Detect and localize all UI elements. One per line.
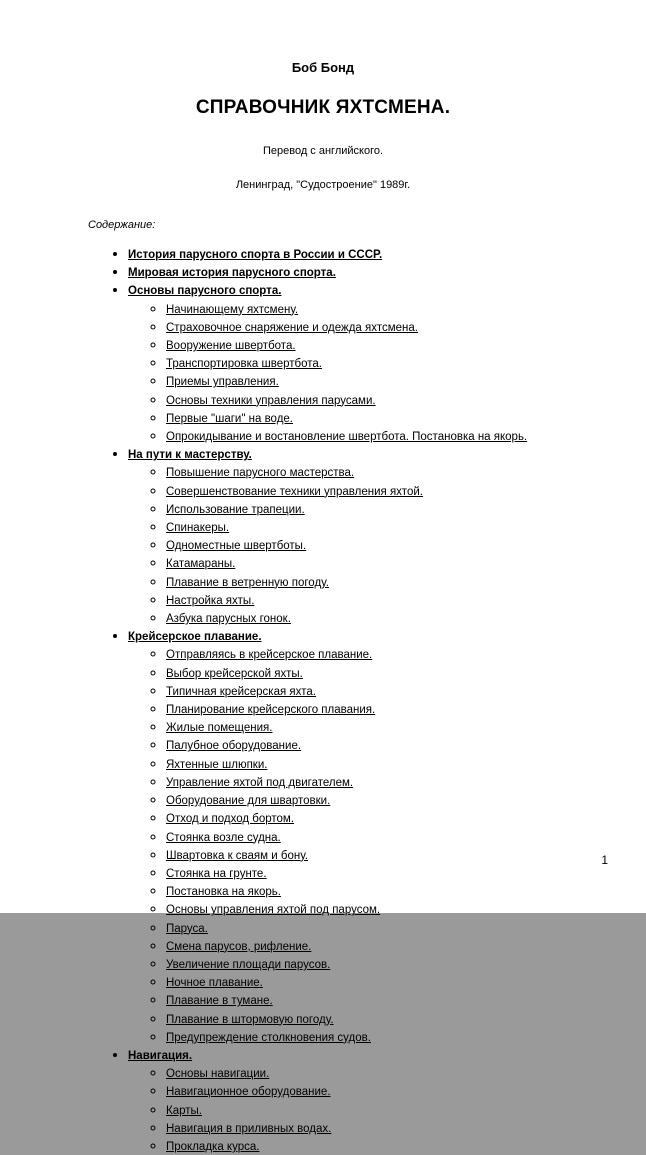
toc-sublink[interactable]: Настройка яхты. [166,594,255,607]
toc-sublink[interactable]: Повышение парусного мастерства. [166,467,355,480]
toc-subitem [166,409,594,427]
toc-subitem [166,664,594,682]
toc-subitem [166,846,594,864]
toc-subitem [166,372,594,390]
toc-sublink[interactable]: Транспортировка швертбота. [166,358,322,371]
toc-sublink[interactable]: Ночное плавание. [166,977,263,990]
toc-sublink[interactable]: Опрокидывание и востановление швертбота. Постановка на якорь. [166,431,528,444]
toc-link[interactable]: История парусного спорта в России и СССР. [128,249,383,261]
toc-sublink[interactable]: Основы техники управления парусами. [166,394,376,407]
toc-subitem [166,645,594,663]
toc-subitem [166,809,594,827]
toc-sublist [128,645,594,1045]
toc-subitem [166,300,594,318]
toc-item [128,627,594,1046]
toc-sublink[interactable]: Типичная крейсерская яхта. [166,685,316,698]
toc-sublink[interactable]: Прокладка курса. [166,1140,260,1153]
toc-subitem [166,463,594,481]
toc-sublist [128,463,594,627]
toc-subitem [166,536,594,554]
toc-subitem [166,682,594,700]
toc-sublink[interactable]: Основы навигации. [166,1068,270,1081]
toc-sublink[interactable]: Карты. [166,1104,202,1117]
toc-sublink[interactable]: Начинающему яхтсмену. [166,303,299,316]
toc-sublink[interactable]: Навигация в приливных водах. [166,1122,332,1135]
toc-subitem [166,318,594,336]
toc-heading: Содержание: [88,219,156,231]
toc-subitem [166,919,594,937]
toc-sublink[interactable]: Яхтенные шлюпки. [166,758,268,771]
toc-sublink[interactable]: Плавание в штормовую погоду. [166,1013,334,1026]
toc-link[interactable]: Мировая история парусного спорта. [128,267,336,280]
toc-sublink[interactable]: Стоянка на грунте. [166,867,267,880]
toc-sublink[interactable]: Спинакеры. [166,522,230,535]
toc-sublist [128,1064,594,1155]
toc-link[interactable]: Крейсерское плавание. [128,631,262,644]
page-number: 1 [601,853,608,867]
author-name: Боб Бонд [291,60,355,75]
toc-subitem [166,609,594,627]
toc-sublink[interactable]: Использование трапеции. [166,503,305,516]
toc-sublink[interactable]: Плавание в ветренную погоду. [166,576,329,589]
toc-sublink[interactable]: Увеличение площади парусов. [166,958,331,971]
toc-subitem [166,1119,594,1137]
toc-subitem [166,864,594,882]
toc-subitem [166,991,594,1009]
toc-subitem [166,773,594,791]
imprint-line: Ленинград, "Судостроение" 1989г. [235,179,411,191]
toc-subitem [166,1010,594,1028]
toc-subitem [166,900,594,918]
toc-sublink[interactable]: Планирование крейсерского плавания. [166,704,376,717]
toc-item [128,263,594,281]
toc-sublink[interactable]: Отправляясь в крейсерское плавание. [166,649,373,662]
toc-subitem [166,1064,594,1082]
toc-subitem [166,791,594,809]
toc-subitem [166,736,594,754]
toc-sublink[interactable]: Азбука парусных гонок. [166,613,291,626]
toc-subitem [166,1028,594,1046]
toc-subitem [166,336,594,354]
toc-subitem [166,828,594,846]
toc-sublink[interactable]: Выбор крейсерской яхты. [166,667,303,680]
toc-subitem [166,937,594,955]
toc-sublink[interactable]: Отход и подход бортом. [166,813,295,826]
toc-link[interactable]: Навигация. [128,1049,193,1062]
toc-sublink[interactable]: Одноместные швертботы. [166,540,307,553]
toc-subitem [166,882,594,900]
toc-subitem [166,518,594,536]
toc-link[interactable]: Основы парусного спорта. [128,285,282,298]
toc-sublink[interactable]: Основы управления яхтой под парусом. [166,904,381,917]
toc-item [128,245,594,263]
toc-subitem [166,755,594,773]
toc-sublink[interactable]: Смена парусов, рифление. [166,940,312,953]
toc-subitem [166,1137,594,1155]
toc-subitem [166,1101,594,1119]
toc-item [128,1046,594,1155]
toc-sublink[interactable]: Плавание в тумане. [166,995,273,1008]
toc-subitem [166,482,594,500]
toc-subitem [166,391,594,409]
toc-subitem [166,500,594,518]
translation-note: Перевод с английского. [262,145,384,157]
toc-sublink[interactable]: Постановка на якорь. [166,886,281,899]
toc-sublink[interactable]: Оборудование для швартовки. [166,795,331,808]
toc-link[interactable]: На пути к мастерству. [128,449,252,462]
toc-sublink[interactable]: Швартовка к сваям и бону. [166,849,309,862]
toc-sublink[interactable]: Катамараны. [166,558,236,571]
toc-sublink[interactable]: Палубное оборудование. [166,740,302,753]
toc-item [128,281,594,445]
toc-sublink[interactable]: Паруса. [166,922,208,935]
toc-sublink[interactable]: Стоянка возле судна. [166,831,281,844]
toc-subitem [166,973,594,991]
toc-sublink[interactable]: Предупреждение столкновения судов. [166,1031,371,1044]
toc-subitem [166,1082,594,1100]
toc-sublink[interactable]: Страховочное снаряжение и одежда яхтсмена. [166,321,418,334]
toc-sublink[interactable]: Вооружение швертбота. [166,340,296,353]
toc-sublist [128,300,594,446]
toc-sublink[interactable]: Совершенствование техники управления яхтой. [166,485,423,498]
toc-item [128,445,594,627]
toc-subitem [166,554,594,572]
toc-subitem [166,718,594,736]
page-title: СПРАВОЧНИК ЯХТСМЕНА. [195,97,451,118]
toc-list [52,245,594,1155]
toc-subitem [166,573,594,591]
toc-subitem [166,955,594,973]
toc-sublink[interactable]: Приемы управления. [166,376,279,389]
toc-sublink[interactable]: Навигационное оборудование. [166,1086,331,1099]
toc-subitem [166,427,594,445]
toc-subitem [166,354,594,372]
toc-subitem [166,700,594,718]
toc-sublink[interactable]: Первые "шаги" на воде. [166,412,293,425]
toc-sublink[interactable]: Жилые помещения. [166,722,273,735]
toc-subitem [166,591,594,609]
toc-sublink[interactable]: Управление яхтой под двигателем. [166,776,354,789]
